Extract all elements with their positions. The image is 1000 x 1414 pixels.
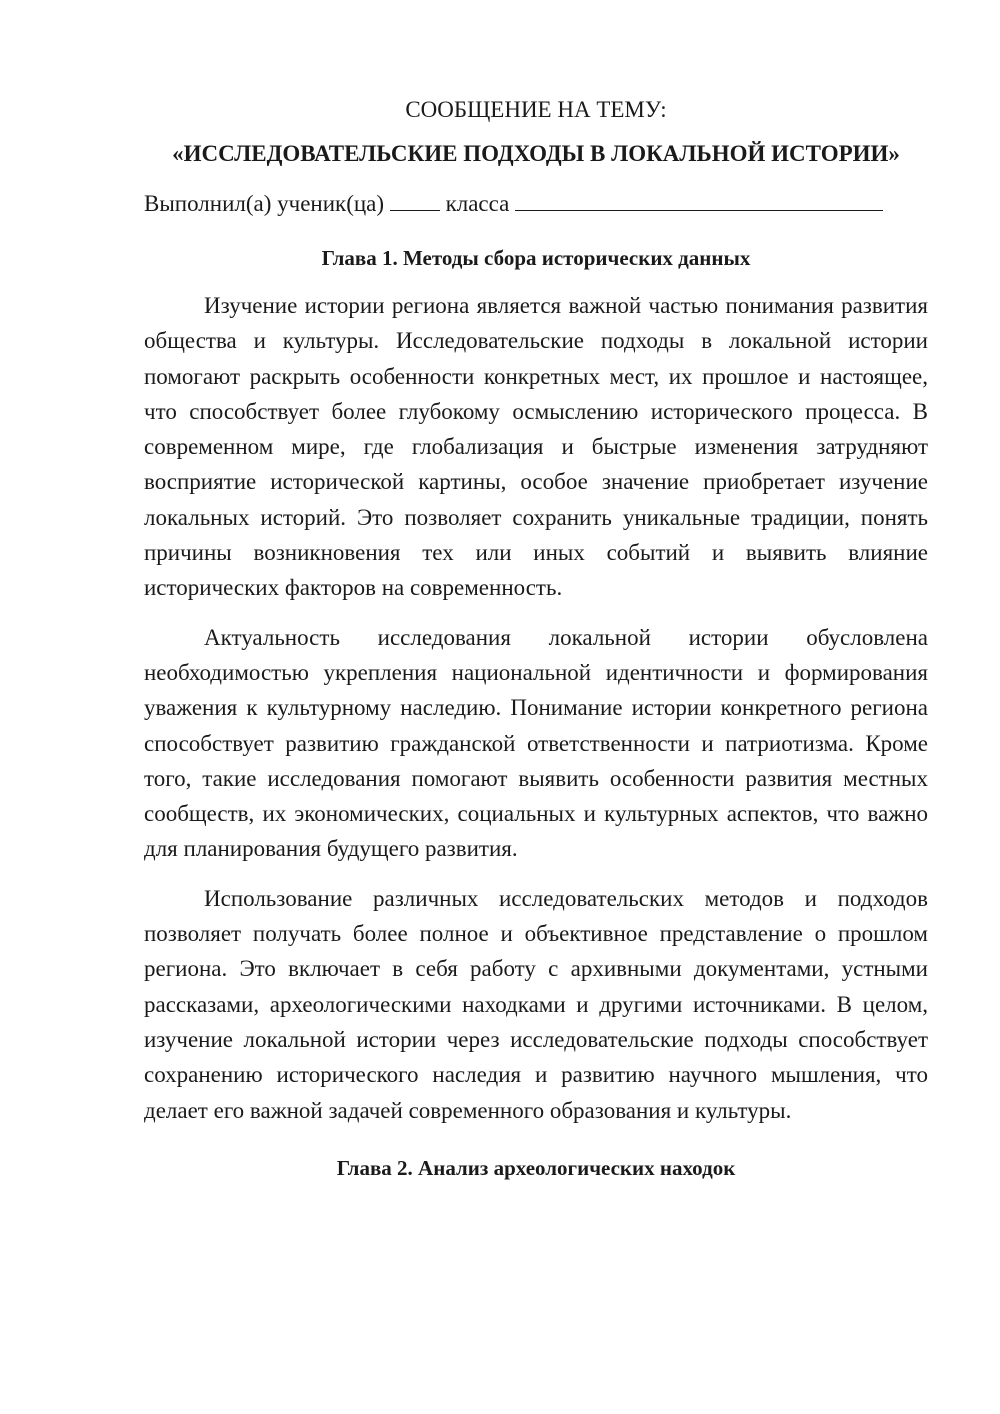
chapter-1-title: Глава 1. Методы сбора исторических данных xyxy=(321,246,751,270)
document-title: «ИССЛЕДОВАТЕЛЬСКИЕ ПОДХОДЫ В ЛОКАЛЬНОЙ ИСТОРИИ» xyxy=(172,141,900,166)
author-line xyxy=(144,186,928,222)
chapter-2-title: Глава 2. Анализ археологических находок xyxy=(336,1155,736,1180)
document-body xyxy=(144,92,928,1186)
paragraph-3: Использование различных исследовательских методов и подходов позволяет получать более полное и объективное представление о прошлом региона. Это включает в себя работу с архивными документами, устными рассказами, археологическими находками и другими источниками. В целом, изучение локальной истории через исследовательские подходы способствует сохранению исторического наследия и развитию научного мышления, что делает его важной задачей современного образования и культуры. xyxy=(144,885,928,1123)
class-number-blank xyxy=(390,188,440,211)
document-heading: СООБЩЕНИЕ НА ТЕМУ: xyxy=(405,97,667,122)
class-label: класса xyxy=(445,191,510,216)
student-name-blank xyxy=(515,188,883,211)
author-prefix: Выполнил(а) ученик(ца) xyxy=(144,191,385,216)
paragraph-2: Актуальность исследования локальной истории обусловлена необходимостью укрепления национальной идентичности и формирования уважения к культурному наследию. Понимание истории конкретного региона способствует развитию гражданской ответственности и патриотизма. Кроме того, такие исследования помогают выявить особенности развития местных сообществ, их экономических, социальных и культурных аспектов, что важно для планирования будущего развития. xyxy=(144,624,928,862)
paragraph-1: Изучение истории региона является важной частью понимания развития общества и культуры. Исследовательские подходы в локальной истории помогают раскрыть особенности конкретных мест, их прошлое и настоящее, что способствует более глубокому осмыслению исторического процесса. В современном мире, где глобализация и быстрые изменения затрудняют восприятие исторической картины, особое значение приобретает изучение локальных историй. Это позволяет сохранить уникальные традиции, понять причины возникновения тех или иных событий и выявить влияние исторических факторов на современность. xyxy=(144,293,928,601)
